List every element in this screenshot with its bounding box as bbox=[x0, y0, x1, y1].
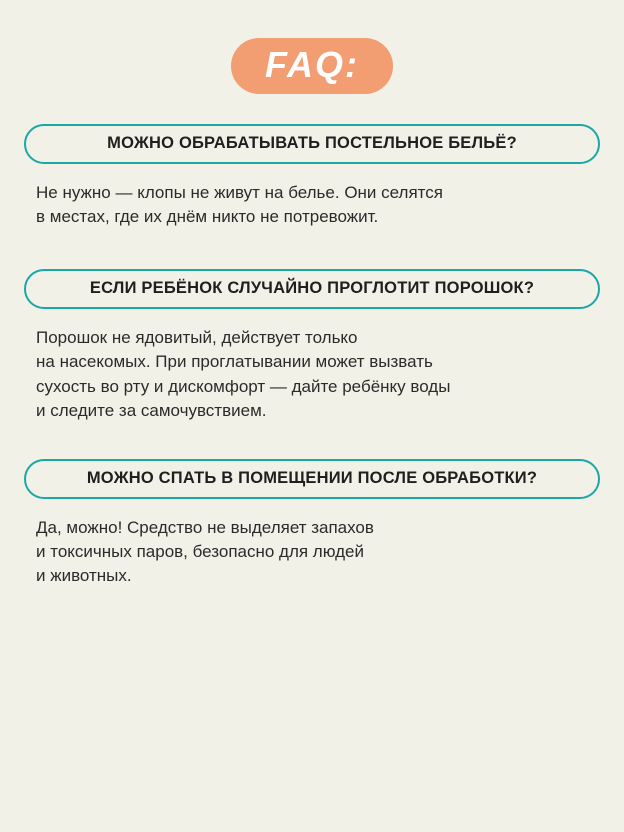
answer-line: сухость во рту и дискомфорт — дайте ребёнку воды bbox=[36, 376, 451, 396]
faq-answer-3 bbox=[24, 516, 600, 588]
faq-answer-2 bbox=[24, 326, 600, 423]
answer-line: Не нужно — клопы не живут на белье. Они селятся bbox=[36, 183, 443, 202]
faq-question-1[interactable]: МОЖНО ОБРАБАТЫВАТЬ ПОСТЕЛЬНОЕ БЕЛЬЁ? bbox=[24, 124, 600, 164]
answer-line: и животных. bbox=[36, 566, 132, 585]
faq-question-2[interactable]: ЕСЛИ РЕБЁНОК СЛУЧАЙНО ПРОГЛОТИТ ПОРОШОК? bbox=[24, 269, 600, 309]
section-spacer bbox=[24, 251, 600, 269]
faq-answer-1 bbox=[24, 181, 600, 229]
page-header bbox=[24, 0, 600, 124]
faq-item-2 bbox=[24, 269, 600, 423]
answer-line: в местах, где их днём никто не потревожит. bbox=[36, 207, 379, 227]
answer-line: Да, можно! Средство не выделяет запахов bbox=[36, 517, 374, 537]
answer-line: и следите за самочувствием. bbox=[36, 400, 267, 420]
faq-title-badge: FAQ: bbox=[231, 38, 393, 94]
answer-line: и токсичных паров, безопасно для людей bbox=[36, 541, 364, 561]
section-spacer bbox=[24, 445, 600, 459]
answer-line: на насекомых. При проглатывании может вызвать bbox=[36, 352, 433, 372]
faq-item-1 bbox=[24, 124, 600, 229]
answer-line: Порошок не ядовитый, действует только bbox=[36, 328, 358, 348]
faq-item-3 bbox=[24, 459, 600, 588]
faq-question-3[interactable]: МОЖНО СПАТЬ В ПОМЕЩЕНИИ ПОСЛЕ ОБРАБОТКИ? bbox=[24, 459, 600, 499]
